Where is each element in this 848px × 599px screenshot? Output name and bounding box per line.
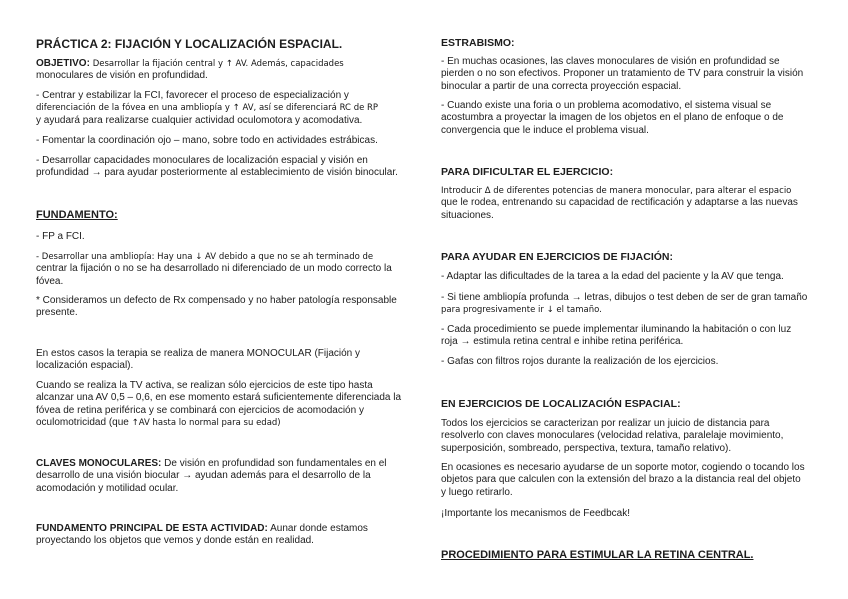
text-line: localización espacial).: [36, 360, 134, 371]
text-line: - Cada procedimiento se puede implementar iluminando la habitación o con luz: [441, 323, 792, 335]
section-heading-ayudar-fijacion: PARA AYUDAR EN EJERCICIOS DE FIJACIÓN:: [441, 250, 674, 263]
fijacion-point: [441, 271, 784, 284]
objetivo-label: OBJETIVO:: [36, 57, 90, 69]
text-line: roja → estimula retina central e inhibe retina periférica.: [441, 336, 684, 347]
text-line: profundidad → para ayudar posteriormente al establecimiento de visión binocular.: [36, 167, 398, 178]
feedback-note: [441, 508, 630, 521]
text-segment: De visión en profundidad son fundamentales en el: [164, 457, 387, 469]
text-line: que le rodea, entrenando su capacidad de rectificación y adaptarse a las nuevas: [441, 197, 798, 208]
estrabismo-point: [441, 56, 803, 94]
fundamento-principal-paragraph: [36, 523, 368, 548]
text-line: - Desarrollar capacidades monoculares de localización espacial y visión en: [36, 154, 368, 166]
text-line: desarrollo de una visión biocular → ayudan además para el desarrollo de la: [36, 470, 371, 481]
text-line: diferenciación de la fóvea en una ambliopía y ↑ AV, así se diferenciará RC de RP: [36, 103, 379, 113]
section-heading-procedimiento: PROCEDIMIENTO PARA ESTIMULAR LA RETINA CENTRAL.: [441, 548, 754, 561]
text-line: acomodación y motilidad ocular.: [36, 482, 179, 494]
text-line: fóvea de retina periférica y se combinará con ejercicios de acomodación y: [36, 404, 364, 416]
text-line: [36, 523, 368, 536]
text-line: [36, 58, 344, 71]
body-paragraph: [36, 380, 401, 430]
text-line: Cuando se realiza la TV activa, se realizan sólo ejercicios de este tipo hasta: [36, 379, 373, 391]
objetivo-point: [36, 155, 398, 180]
text-line: En estos casos la terapia se realiza de manera MONOCULAR (Fijación y: [36, 347, 361, 359]
text-segment: Aunar donde estamos: [270, 522, 368, 534]
text-line: fóvea.: [36, 275, 64, 287]
claves-monoculares-paragraph: [36, 458, 387, 496]
text-line: acostumbra a proyectar la imagen de los objetos en el plano de enfoque o de: [441, 112, 784, 123]
text-line: Todos los ejercicios se caracterizan por realizar un juicio de distancia para: [441, 417, 770, 429]
text-line: proyectando los objetos que vemos y donde están en realidad.: [36, 535, 314, 546]
text-line: pierden o no son efectivos. Proponer un tratamiento de TV para construir la visión: [441, 68, 804, 79]
text-line: - Fomentar la coordinación ojo – mano, sobre todo en actividades estrábicas.: [36, 134, 378, 146]
text-line: superposición, sombreado, perspectiva, textura, tamaño relativo).: [441, 442, 732, 454]
fundamento-point: [36, 231, 85, 244]
text-line: binocular a partir de una correcta proyección espacial.: [441, 80, 682, 92]
text-line: - FP a FCI.: [36, 230, 85, 242]
body-paragraph: [441, 418, 783, 456]
text-segment: ↑AV hasta lo normal para su edad): [131, 418, 281, 428]
text-line: presente.: [36, 307, 78, 318]
text-line: - Adaptar las dificultades de la tarea a la edad del paciente y la AV que tenga.: [441, 270, 784, 282]
text-line: [36, 458, 387, 471]
fijacion-point: [441, 356, 718, 369]
section-heading-fundamento: FUNDAMENTO:: [36, 208, 118, 221]
text-line: - Centrar y estabilizar la FCI, favorecer el proceso de especialización y: [36, 89, 349, 101]
text-line: - Cuando existe una foria o un problema acomodativo, el sistema visual se: [441, 99, 772, 111]
text-line: - Si tiene ambliopía profunda → letras, dibujos o test deben de ser de gran tamaño: [441, 291, 808, 303]
text-line: y ayudará para realizarse cualquier actividad oculomotora y acomodativa.: [36, 114, 363, 126]
text-line: * Consideramos un defecto de Rx compensado y no haber patología responsable: [36, 294, 397, 306]
section-heading-dificultar: PARA DIFICULTAR EL EJERCICIO:: [441, 165, 614, 178]
body-paragraph: [441, 185, 798, 223]
fundamento-principal-label: FUNDAMENTO PRINCIPAL DE ESTA ACTIVIDAD:: [36, 522, 268, 534]
fijacion-point: [441, 292, 807, 317]
claves-monoculares-label: CLAVES MONOCULARES:: [36, 457, 162, 469]
text-line: ¡Importante los mecanismos de Feedbcak!: [441, 507, 630, 519]
objetivo-point: [36, 90, 378, 128]
section-heading-localizacion: EN EJERCICIOS DE LOCALIZACIÓN ESPACIAL:: [441, 397, 681, 410]
objetivo-point: [36, 135, 378, 148]
text-line: En ocasiones es necesario ayudarse de un soporte motor, cogiendo o tocando los: [441, 461, 805, 473]
estrabismo-point: [441, 100, 783, 138]
text-line: y luego retirarlo.: [441, 486, 513, 498]
text-line: - Gafas con filtros rojos durante la realización de los ejercicios.: [441, 355, 719, 367]
fundamento-point: [36, 251, 392, 289]
text-line: - En muchas ocasiones, las claves monoculares de visión en profundidad se: [441, 55, 780, 67]
text-line: para progresivamente ir ↓ el tamaño.: [441, 305, 602, 315]
section-heading-estrabismo: ESTRABISMO:: [441, 36, 515, 49]
text-segment: Desarrollar la fijación central y ↑ AV. Además, capacidades: [92, 58, 344, 69]
text-line: convergencia que le induce el problema visual.: [441, 124, 649, 136]
fijacion-point: [441, 324, 791, 349]
body-paragraph: [441, 462, 805, 500]
text-segment: oculomotricidad (que: [36, 417, 129, 428]
text-line: [36, 417, 401, 430]
fundamento-note: [36, 295, 397, 320]
text-line: situaciones.: [441, 209, 494, 221]
objetivo-paragraph: [36, 58, 344, 83]
page-title: PRÁCTICA 2: FIJACIÓN Y LOCALIZACIÓN ESPACIAL.: [36, 37, 343, 51]
text-line: resolverlo con claves monoculares (velocidad relativa, paralelaje movimiento,: [441, 430, 784, 441]
text-line: Introducir Δ de diferentes potencias de manera monocular, para alterar el espacio: [441, 185, 792, 196]
text-line: alcanzar una AV 0,5 – 0,6, en ese momento estará suficientemente diferenciada la: [36, 392, 402, 403]
text-line: - Desarrollar una ambliopía: Hay una ↓ AV debido a que no se ah terminado de: [36, 251, 374, 262]
text-line: monoculares de visión en profundidad.: [36, 70, 208, 81]
text-line: objetos para que calculen con la extensión del brazo a la distancia real del objeto: [441, 474, 801, 485]
text-line: centrar la fijación o no se ha desarrollado ni diferenciado de un modo correcto la: [36, 263, 392, 274]
body-paragraph: [36, 348, 360, 373]
